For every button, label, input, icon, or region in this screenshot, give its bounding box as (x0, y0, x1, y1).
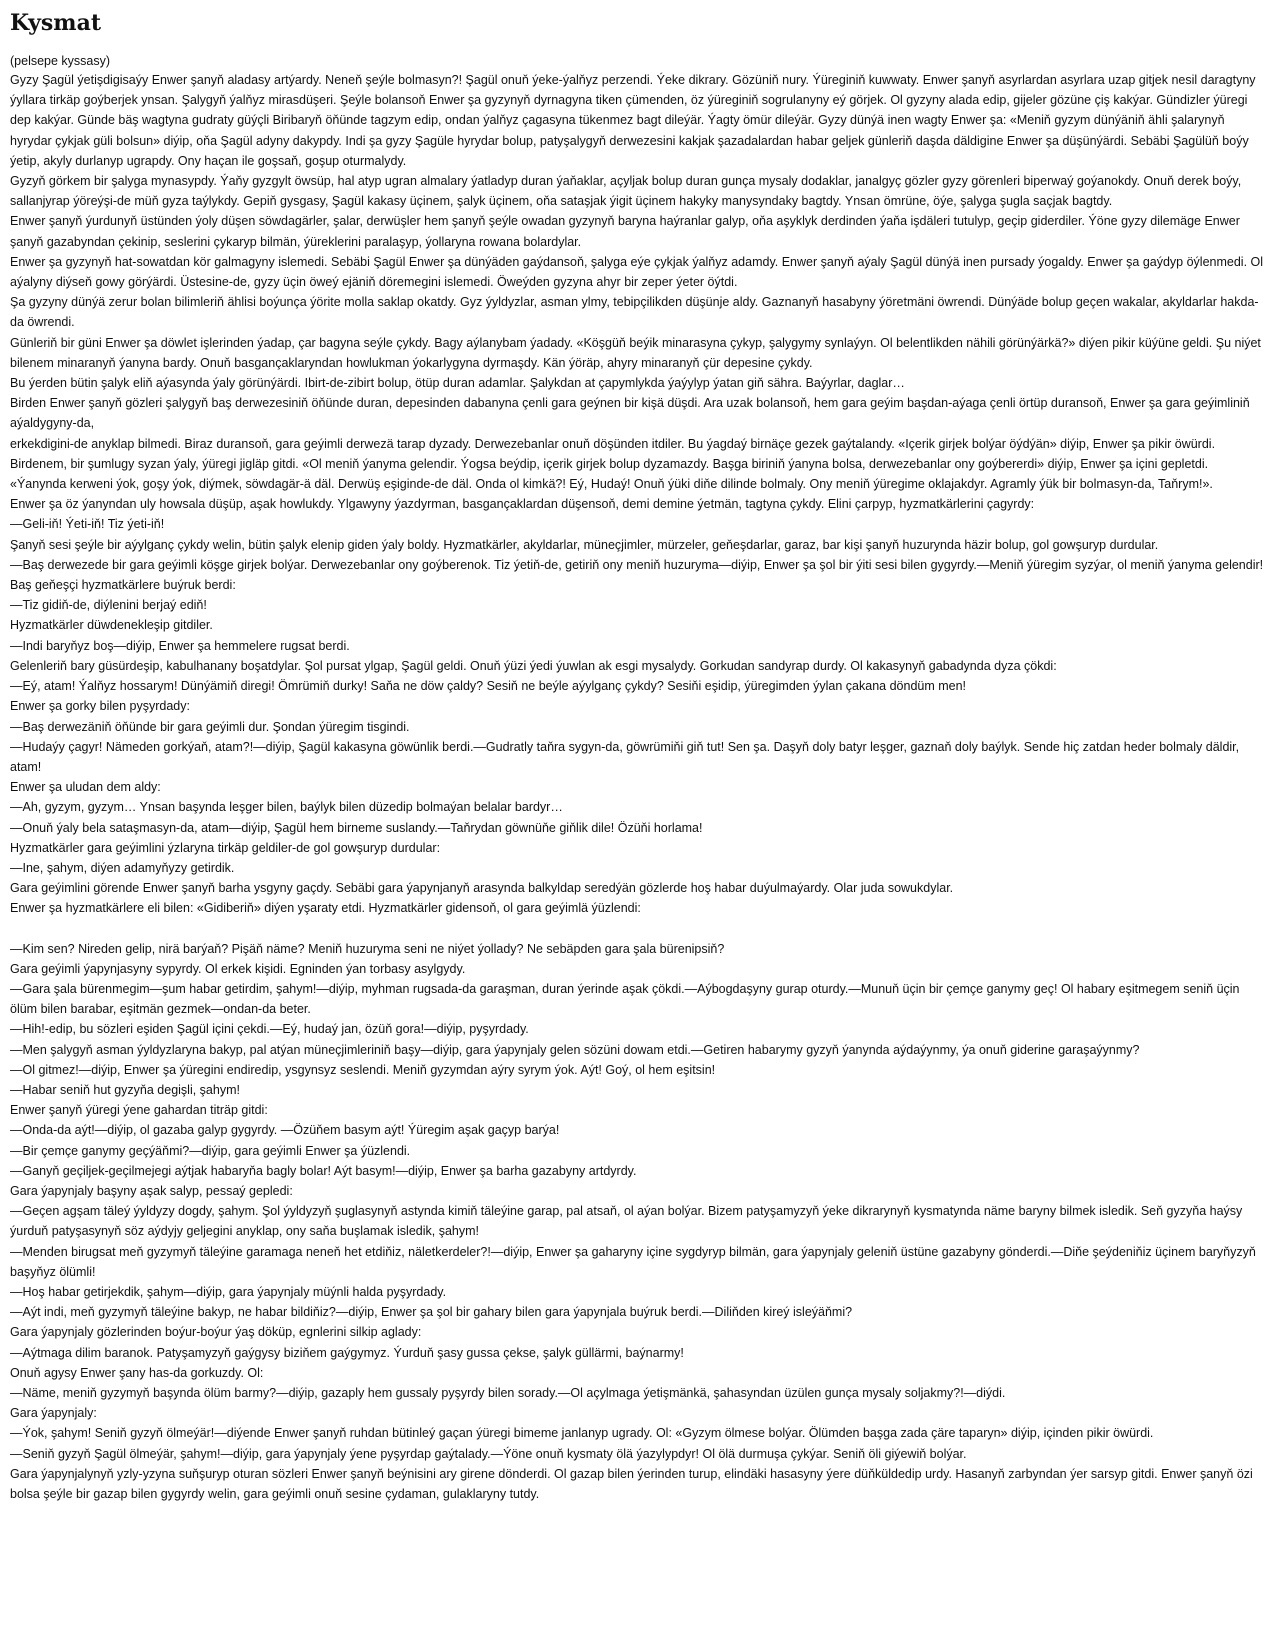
paragraph: Gyzy Şagül ýetişdigisaýy Enwer şanyň aladasy artýardy. Neneň şeýle bolmasyn?! Şagül onuň ýeke-ýalňyz perzendi. Ýeke dikrary. Gözüniň nury. Ýüreginiň kuwwaty. Enwer şanyň asyrlardan asyrlara uzap gitjek nesil daragtyny ýyllara tirkäp goýberjek ynsan. Şalygyň ýalňyz mirasdüşeri. Şeýle bolansoň Enwer şa gyzynyň dyrnagyna tiken çümenden, öz ýüreginiň sogrulanyny eý görjek. Ol gyzyny alada edip, gijeler gözüne çiş kakýar. Gündizler ýüregi dep kakýar. Günde bäş wagtyna gudraty güýçli Biribaryň öňünde tagzym edip, ondan ýalňyz çagasyna tükenmez bagt dileýär. Ýagty ömür dileýär. Gyzy dünýä inen wagty Enwer şa: «Meniň gyzym dünýäniň ähli şalarynyň hyrydar çykjak güli bolsun» diýip, oňa Şagül adyny dakypdy. Indi şa gyzy Şagüle hyrydar bolup, patyşalygyň derwezesini kakjak şazadalardan habar geljek günleriň daşda däldigine Enwer şa düşünýärdi. Sebäbi Şagülüň boýy ýetip, akyly durlanyp ugrapdy. Ony haçan ile goşsaň, goşup oturmalydy. (10, 73, 1256, 168)
paragraph: —Ol gitmez!—diýip, Enwer şa ýüregini endiredip, ysgynsyz seslendi. Meniň gyzymdan aýry syrym ýok. Aýt! Goý, ol hem eşitsin! (10, 1062, 716, 1077)
paragraph: —Habar seniň hut gyzyňa degişli, şahym! (10, 1082, 240, 1097)
paragraph: Enwer şa gyzynyň hat-sowatdan kör galmagyny islemedi. Sebäbi Şagül Enwer şa dünýäden gaýdansoň, şalyga eýe çykjak ýalňyz adamdy. Enwer şanyň aýaly Şagül dünýä inen pursady ýogaldy. Enwer şa gaýdyp öýlenmedi. Ol aýalyny diýseň gowy görýärdi. Üstesine-de, gyzy üçin öweý ejäniň döremegini islemedi. Öweýden gyzyna ahyr bir zeper ýeter öýtdi. (10, 254, 1264, 290)
paragraph: —Geli-iň! Ýeti-iň! Tiz ýeti-iň! (10, 517, 165, 532)
paragraph: —Ýok, şahym! Seniň gyzyň ölmeýär!—diýende Enwer şanyň ruhdan bütinleý gaçan ýüregi bimeme janlanyp ugrady. Ol: «Gyzym ölmese bolýar. Ölümden başga zada çäre taparyn» diýip, içinden pikir öwürdi. (10, 1426, 1154, 1441)
paragraph: Bu ýerden bütin şalyk eliň aýasynda ýaly görünýärdi. Ibirt-de-zibirt bolup, ötüp duran adamlar. Şalykdan at çapymlykda ýaýylyp ýatan giň sähra. Baýyrlar, daglar… (10, 376, 905, 391)
paragraph: Birden Enwer şanyň gözleri şalygyň baş derwezesiniň öňünde duran, depesinden dabanyna çenli gara geýnen bir kişä düşdi. Ara uzak bolansoň, hem gara geýim başdan-aýaga çenli örtüp duransoň, Enwer şa gara geýimliniň aýaldygyny-da, (10, 396, 1250, 431)
paragraph: —Bir çemçe ganymy geçýäňmi?—diýip, gara geýimli Enwer şa ýüzlendi. (10, 1143, 411, 1158)
paragraph: Enwer şa gorky bilen pyşyrdady: (10, 699, 190, 714)
paragraph: —Ganyň geçiljek-geçilmejegi aýtjak habaryňa bagly bolar! Aýt basym!—diýip, Enwer şa barha gazabyny artdyrdy. (10, 1163, 637, 1178)
paragraph: —Ah, gyzym, gyzym… Ynsan başynda leşger bilen, baýlyk bilen düzedip bolmaýan belalar bardyr… (10, 800, 563, 815)
paragraph: Gara ýapynjaly: (10, 1406, 97, 1421)
paragraph: —Aýt indi, meň gyzymyň täleýine bakyp, ne habar bildiňiz?—diýip, Enwer şa şol bir gahary bilen gara ýapynjala buýruk berdi.—Diliňden kireý isleýäňmi? (10, 1305, 853, 1320)
paragraph: —Hoş habar getirjekdik, şahym—diýip, gara ýapynjaly müýnli halda pyşyrdady. (10, 1284, 447, 1299)
paragraph: Gara ýapynjaly gözlerinden boýur-boýur ýaş döküp, egnlerini silkip aglady: (10, 1325, 422, 1340)
paragraph: Gara geýimli ýapynjasyny sypyrdy. Ol erkek kişidi. Egninden ýan torbasy asylgydy. (10, 961, 466, 976)
paragraph: Gyzyň görkem bir şalyga mynasypdy. Ýaňy gyzgylt öwsüp, hal atyp ugran almalary ýatladyp duran ýaňaklar, açyljak bolup duran gunça mysaly dodaklar, janalgyç gözler gyzy görenleri biperwaý goýanokdy. Onuň derek boýy, sallanjyrap ýöreýşi-de müň gyza taýlykdy. Gepiň gysgasy, Şagül kakasy üçinem, şalyk üçinem, oňa sataşjak ýigit üçinem hakyky manysyndaky bagtdy. Ynsan ömrüne, öýe, şalyga şugla saçjak bagtdy. (10, 174, 1242, 209)
paragraph: Enwer şanyň ýurdunyň üstünden ýoly düşen söwdagärler, şalar, derwüşler hem şanyň şeýle owadan gyzynyň baryna haýranlar galyp, oňa aşyklyk derdinden ýaňa işdäleri tutulyp, geçip giderdiler. Ýöne gyzy dilemäge Enwer şanyň gazabyndan çekinip, seslerini çykaryp bilmän, ýüreklerini paralaşyp, ýollaryna rowana bolardylar. (10, 214, 1240, 249)
paragraph: erkekdigini-de anyklap bilmedi. Biraz duransoň, gara geýimli derwezä tarap dyzady. Derwezebanlar onuň döşünden itdiler. Bu ýagdaý birnäçe gezek gaýtalandy. «Içerik girjek bolýar öýdýän» diýip, Enwer şa pikir öwürdi. Birdenem, bir şumlugy syzan ýaly, ýüregi jigläp gitdi. «Ol meniň ýanyma gelendir. Ýogsa beýdip, içerik girjek bolup dyzamazdy. Başga biriniň ýanyna bolsa, derwezebanlar ony goýbererdi» diýip, Enwer şa içini gepletdi. «Ýanynda kerweni ýok, goşy ýok, diýmek, söwdagär-ä däl. Derwüş eşiginde-de däl. Onda ol kimkä?! Eý, Hudaý! Onuň ýüki diňe dilinde bolmaly. Ony meniň ýüregime oklajakdyr. Agramly ýük bir bolmasyn-da, Taňrym!». (10, 436, 1216, 492)
paragraph: —Näme, meniň gyzymyň başynda ölüm barmy?—diýip, gazaply hem gussaly pyşyrdy bilen sorady.—Ol açylmaga ýetişmänkä, şahasyndan üzülen gunça mysaly soljakmy?!—diýdi. (10, 1386, 1006, 1400)
paragraph: —Hih!-edip, bu sözleri eşiden Şagül içini çekdi.—Eý, hudaý jan, özüň gora!—diýip, pyşyrdady. (10, 1022, 529, 1037)
paragraph: Onuň agysy Enwer şany has-da gorkuzdy. Ol: (10, 1365, 264, 1380)
paragraph: Şanyň sesi şeýle bir aýylganç çykdy welin, bütin şalyk elenip giden ýaly boldy. Hyzmatkärler, akyldarlar, müneçjimler, mürzeler, geňeşdarlar, garaz, bar kişi şanyň huzurynda häzir bolup, gol gowşuryp durdular. (10, 537, 1159, 552)
paragraph: Gara geýimlini görende Enwer şanyň barha ysgyny gaçdy. Sebäbi gara ýapynjanyň arasynda balkyldap seredýän gözlerde hoş habar duýulmaýardy. Olar juda sowukdylar. (10, 881, 954, 896)
paragraph: —Indi baryňyz boş—diýip, Enwer şa hemmelere rugsat berdi. (10, 638, 350, 653)
paragraph: —Onda-da aýt!—diýip, ol gazaba galyp gygyrdy. —Özüňem basym aýt! Ýüregim aşak gaçyp barýa! (10, 1123, 560, 1138)
paragraph: —Ine, şahym, diýen adamyňyzy getirdik. (10, 860, 235, 875)
paragraph: —Baş derwezede bir gara geýimli köşge girjek bolýar. Derwezebanlar ony goýberenok. Tiz ýetiň-de, getiriň ony meniň huzuryma—diýip, Enwer şa şol bir ýiti sesi bilen gygyrdy.—Meniň ýüregim syzýar, ol meniň ýanyma gelendir! (10, 557, 1264, 572)
paragraph: —Seniň gyzyň Şagül ölmeýär, şahym!—diýip, gara ýapynjaly ýene pyşyrdap gaýtalady.—Ýöne onuň kysmaty ölä ýazylypdyr! Ol ölä durmuşa çykýar. Seniň öli giýewiň bolýar. (10, 1446, 967, 1461)
page-title: Kysmat (10, 10, 101, 36)
paragraph: Enwer şa uludan dem aldy: (10, 780, 161, 795)
paragraph: —Eý, atam! Ýalňyz hossarym! Dünýämiň diregi! Ömrümiň durky! Saňa ne döw çaldy? Sesiň ne beýle aýylganç çykdy? Sesiňi eşidip, ýüregimden ýylan çakana döndüm men! (10, 679, 967, 694)
paragraph: —Aýtmaga dilim baranok. Patyşamyzyň gaýgysy biziňem gaýgymyz. Ýurduň şasy gussa çekse, şalyk güllärmi, baýnarmy! (10, 1345, 684, 1360)
paragraph: Hyzmatkärler gara geýimlini ýzlaryna tirkäp geldiler-de gol gowşuryp durdular: (10, 840, 441, 855)
paragraph: Baş geňeşçi hyzmatkärlere buýruk berdi: (10, 578, 236, 593)
paragraph: Enwer şa hyzmatkärlere eli bilen: «Gidiberiň» diýen yşaraty etdi. Hyzmatkärler gidensoň, ol gara geýimlä ýüzlendi: (10, 901, 641, 916)
paragraph: Gara ýapynjaly başyny aşak salyp, pessaý gepledi: (10, 1183, 293, 1198)
paragraph: —Gara şala bürenmegim—şum habar getirdim, şahym!—diýip, myhman rugsada-da garaşman, duran ýerinde aşak çökdi.—Aýbogdaşyny gurap oturdy.—Munuň üçin bir çemçe ganymy geç! Ol habary eşitmegem seniň üçin ölüm bilen barabar, eşitmän gezmek—ondan-da beter. (10, 981, 1240, 1017)
paragraph: —Menden birugsat meň gyzymyň täleýine garamaga neneň het etdiňiz, näletkerdeler?!—diýip, Enwer şa gaharyny içine sygdyryp bilmän, gara ýapynjaly geleniň üstüne gazabyny gönderdi.—Diňe şeýdeniňiz üçinem baryňyzyň başyňyz ölümli! (10, 1244, 1256, 1279)
paragraph: —Tiz gidiň-de, diýlenini berjaý ediň! (10, 598, 207, 613)
subtitle: (pelsepe kyssasy) (10, 54, 111, 68)
paragraph: Enwer şa öz ýanyndan uly howsala düşüp, aşak howlukdy. Ylgawyny ýazdyrman, basgançaklardan düşensoň, demi demine ýetmän, tagtyna çykdy. Elini çarpyp, hyzmatkärlerini çagyrdy: (10, 497, 1035, 512)
paragraph: Gara ýapynjalynyň yzly-yzyna suňşuryp oturan sözleri Enwer şanyň beýnisini ary girene dönderdi. Ol gazap bilen ýerinden turup, elindäki hasasyny ýere düňküldedip urdy. Hasanyň zarbyndan ýer sarsyp gitdi. Enwer şanyň özi bolsa şeýle bir gazap bilen gygyrdy welin, gara geýimli onuň sesine çydaman, gulaklaryny tutdy. (10, 1466, 1253, 1502)
paragraph: —Geçen agşam täleý ýyldyzy dogdy, şahym. Şol ýyldyzyň şuglasynyň astynda kimiň täleýine garap, pal atsaň, ol aýan bolýar. Bizem patyşamyzyň ýeke dikrarynyň kysmatynda näme baryny bilmek isledik. Seň gyzyňa haýsy ýurduň patyşasynyň söz aýdyjy geljegini anyklap, ony saňa buşlamak isledik, şahym! (10, 1204, 1243, 1239)
paragraph: —Onuň ýaly bela sataşmasyn-da, atam—diýip, Şagül hem birneme suslandy.—Taňrydan göwnüňe giňlik dile! Özüňi horlama! (10, 820, 703, 835)
paragraph: Şa gyzyny dünýä zerur bolan bilimleriň ählisi boýunça ýörite molla saklap okatdy. Gyz ýyldyzlar, asman ylmy, tebipçilikden düşünje aldy. Gaznanyň hasabyny ýöretmäni öwrendi. Dünýäde bolup geçen wakalar, akyldarlar hakda-da öwrendi. (10, 295, 1259, 330)
paragraph: Hyzmatkärler düwdenekleşip gitdiler. (10, 618, 213, 633)
document-page (10, 8, 1264, 1504)
paragraph: —Hudaýy çagyr! Nämeden gorkýaň, atam?!—diýip, Şagül kakasyna göwünlik berdi.—Gudratly taňra sygyn-da, göwrümiňi giň tut! Sen şa. Daşyň doly batyr leşger, gaznaň doly baýlyk. Sende hiç zatdan heder bolmaly däldir, atam! (10, 739, 1240, 774)
paragraph: Günleriň bir güni Enwer şa döwlet işlerinden ýadap, çar bagyna seýle çykdy. Bagy aýlanybam ýadady. «Köşgüň beýik minarasyna çykyp, şalygymy synlaýyn. Ol belentlikden nähili görünýärkä?» diýen pikir küýüne geldi. Şu niýet bilenem minaranyň ýanyna bardy. Onuň basgançaklaryndan howlukman ýokarlygyna dyrmaşdy. Kän ýöräp, ahyry minaranyň çür depesine çykdy. (10, 335, 1261, 370)
paragraph: —Men şalygyň asman ýyldyzlaryna bakyp, pal atýan müneçjimleriniň başy—diýip, gara ýapynjaly gelen sözüni dowam etdi.—Getiren habarymy gyzyň ýanynda aýdaýynmy, ýa onuň giderine garaşaýynmy? (10, 1042, 1140, 1057)
paragraph: Enwer şanyň ýüregi ýene gahardan titräp gitdi: (10, 1103, 268, 1118)
paragraph: —Kim sen? Nireden gelip, nirä barýaň? Pişäň näme? Meniň huzuryma seni ne niýet ýollady? Ne sebäpden gara şala bürenipsiň? (10, 941, 725, 956)
paragraph: —Baş derwezäniň öňünde bir gara geýimli dur. Şondan ýüregim tisgindi. (10, 719, 410, 734)
story-body (10, 70, 1264, 1504)
paragraph: Gelenleriň bary güsürdeşip, kabulhanany boşatdylar. Şol pursat ylgap, Şagül geldi. Onuň ýüzi ýedi ýuwlan ak esgi mysalydy. Gorkudan sandyrap durdy. Ol kakasynyň gabadynda dyza çökdi: (10, 658, 1057, 673)
